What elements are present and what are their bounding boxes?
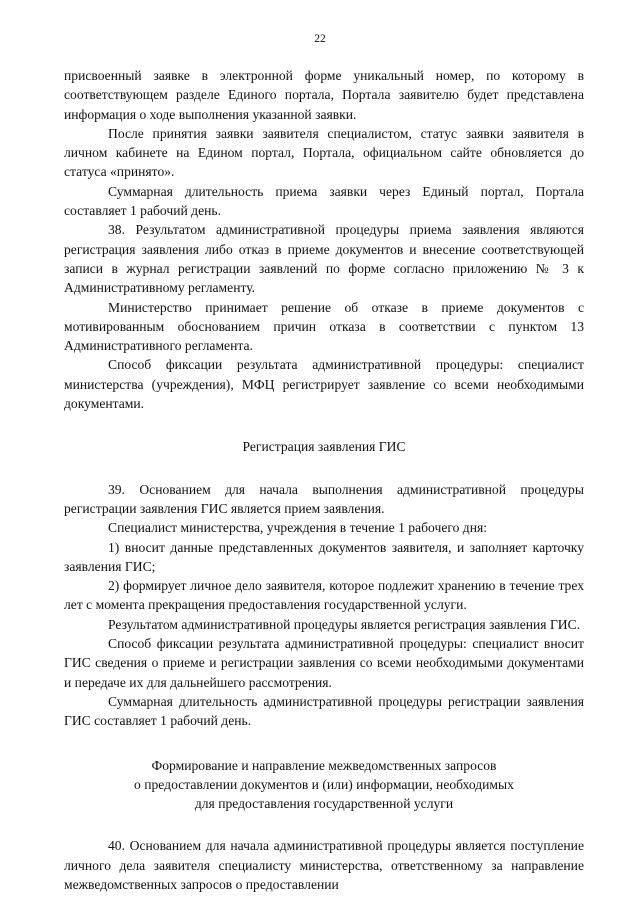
paragraph: 2) формирует личное дело заявителя, которое подлежит хранению в течение трех лет с момента прекращения предоставления государственной услуги.	[64, 578, 584, 613]
paragraph: Суммарная длительность административной процедуры регистрации заявления ГИС составляет 1 рабочий день.	[64, 693, 584, 729]
paragraph: Способ фиксации результата административной процедуры: специалист вносит ГИС сведения о приеме и регистрации заявления со всеми необходимыми документами и передаче их для дальнейшего рассмотрения.	[64, 636, 584, 690]
heading-line: для предоставления государственной услуги	[194, 796, 454, 812]
paragraph: Способ фиксации результата административной процедуры: специалист министерства (учреждения), МФЦ регистрирует заявление со всеми необходимыми документами.	[64, 357, 584, 412]
paragraph: Суммарная длительность приема заявки через Единый портал, Портала составляет 1 рабочий день.	[64, 183, 584, 219]
paragraph: присвоенный заявке в электронной форме уникальный номер, по которому в соответствующем разделе Единого портала, Портала заявителю будет представлена информация о ходе выполнения указанной заявки.	[64, 68, 584, 122]
paragraph: Результатом административной процедуры является регистрация заявления ГИС.	[108, 616, 581, 632]
paragraph: 40. Основанием для начала административной процедуры является поступление личного дела заявителя специалисту министерства, ответственному за направление межведомственных запросов о предоставлении	[64, 838, 584, 892]
paragraph: После принятия заявки заявителя специалистом, статус заявки заявителя в личном кабинете на Едином портал, Портала, официальном сайте обновляется до статуса «принято».	[64, 125, 584, 180]
paragraph: 39. Основанием для начала выполнения административной процедуры регистрации заявления ГИС является прием заявления.	[64, 481, 584, 516]
section-heading: Регистрация заявления ГИС	[242, 439, 406, 455]
paragraph: Специалист министерства, учреждения в течение 1 рабочего дня:	[108, 520, 488, 536]
heading-line: Формирование и направление межведомственных запросов	[151, 757, 497, 773]
paragraph: 38. Результатом административной процедуры приема заявления являются регистрация заявления либо отказ в приеме документов и внесение соответствующей записи в журнал регистрации заявлений по форме согласно приложению № 3 к Административному регламенту.	[64, 222, 584, 296]
heading-line: о предоставлении документов и (или) информации, необходимых	[134, 776, 514, 792]
section-heading-multiline	[64, 756, 584, 814]
paragraph: Министерство принимает решение об отказе в приеме документов с мотивированным обоснованием причин отказа в соответствии с пунктом 13 Административного регламента.	[64, 299, 584, 354]
paragraph: 1) вносит данные представленных документов заявителя, и заполняет карточку заявления ГИС;	[64, 539, 584, 574]
page-number: 22	[314, 33, 326, 45]
document-body	[64, 66, 584, 894]
